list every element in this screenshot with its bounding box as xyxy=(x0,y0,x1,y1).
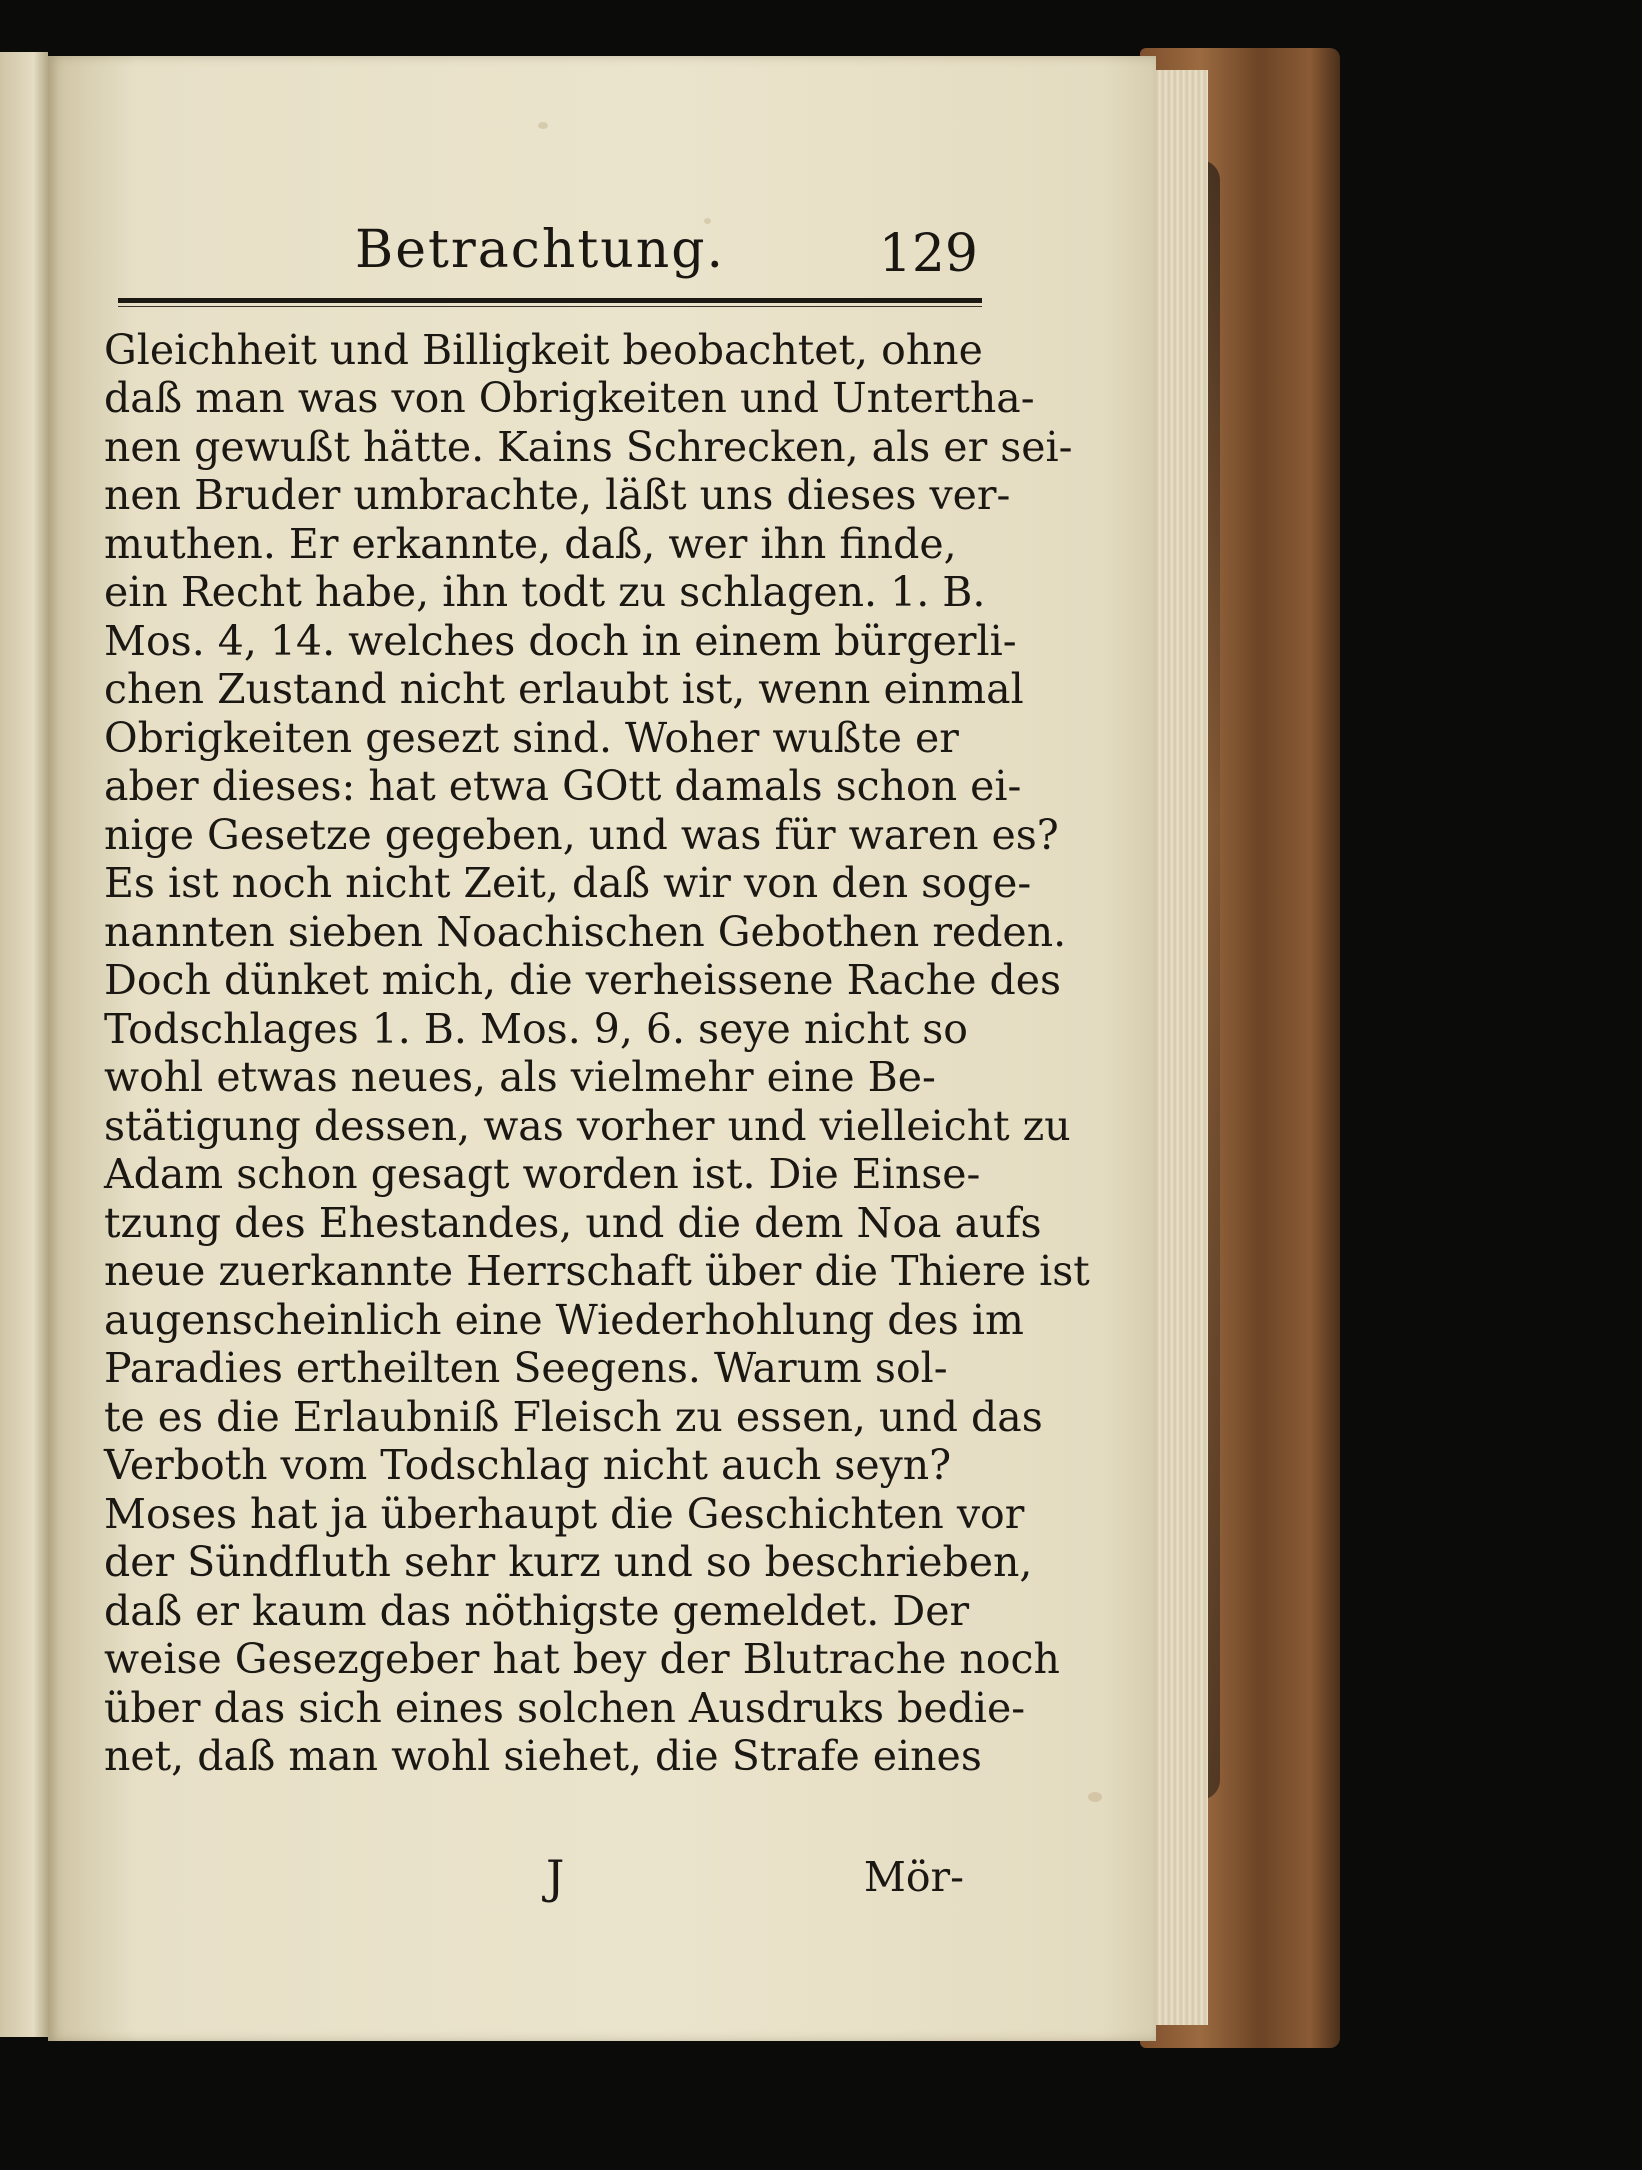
text-line: chen Zustand nicht erlaubt ist, wenn einmal xyxy=(104,665,1024,713)
text-line: neue zuerkannte Herrschaft über die Thiere ist xyxy=(104,1247,1090,1295)
text-line: tzung des Ehestandes, und die dem Noa aufs xyxy=(104,1199,1042,1247)
running-head: Betrachtung. xyxy=(355,220,726,280)
text-line: Verboth vom Todschlag nicht auch seyn? xyxy=(104,1441,952,1489)
text-line: net, daß man wohl siehet, die Strafe eines xyxy=(104,1732,982,1780)
text-line: wohl etwas neues, als vielmehr eine Be- xyxy=(104,1053,936,1101)
text-line: Paradies ertheilten Seegens. Warum sol- xyxy=(104,1344,948,1392)
text-line: nen gewußt hätte. Kains Schrecken, als er sei- xyxy=(104,423,1073,471)
text-line: aber dieses: hat etwa GOtt damals schon ei- xyxy=(104,762,1022,810)
text-line: ein Recht habe, ihn todt zu schlagen. 1. B. xyxy=(104,568,986,616)
catchword: Mör- xyxy=(863,1853,964,1901)
foxing-spot xyxy=(538,122,548,129)
text-line: Todschlages 1. B. Mos. 9, 6. seye nicht so xyxy=(104,1005,968,1053)
text-line: weise Gesezgeber hat bey der Blutrache noch xyxy=(104,1635,1060,1683)
header-rule xyxy=(118,298,982,303)
foxing-spot xyxy=(1088,1792,1102,1802)
text-line: Moses hat ja überhaupt die Geschichten vor xyxy=(104,1490,1025,1538)
text-line: Gleichheit und Billigkeit beobachtet, ohne xyxy=(104,326,983,374)
text-line: nige Gesetze gegeben, und was für waren es? xyxy=(104,811,1059,859)
text-line: Adam schon gesagt worden ist. Die Einse- xyxy=(104,1150,981,1198)
text-line: daß er kaum das nöthigste gemeldet. Der xyxy=(104,1587,970,1635)
page-number: 129 xyxy=(878,224,978,284)
facing-page-edge xyxy=(0,52,48,2037)
text-line: augenscheinlich eine Wiederhohlung des im xyxy=(104,1296,1024,1344)
text-line: nen Bruder umbrachte, läßt uns dieses ver- xyxy=(104,471,1011,519)
text-line: Obrigkeiten gesezt sind. Woher wußte er xyxy=(104,714,959,762)
text-line: nannten sieben Noachischen Gebothen reden. xyxy=(104,908,1067,956)
text-line: stätigung dessen, was vorher und vielleicht zu xyxy=(104,1102,1071,1150)
text-line: über das sich eines solchen Ausdruks bedie- xyxy=(104,1684,1026,1732)
header-rule-thin xyxy=(118,306,982,307)
text-line: Doch dünket mich, die verheissene Rache des xyxy=(104,956,1062,1004)
text-line: daß man was von Obrigkeiten und Untertha- xyxy=(104,374,1035,422)
text-line: der Sündfluth sehr kurz und so beschrieben, xyxy=(104,1538,1033,1586)
text-line: muthen. Er erkannte, daß, wer ihn finde, xyxy=(104,520,957,568)
text-line: te es die Erlaubniß Fleisch zu essen, und das xyxy=(104,1393,1043,1441)
text-line: Es ist noch nicht Zeit, daß wir von den soge- xyxy=(104,859,1032,907)
text-line: Mos. 4, 14. welches doch in einem bürgerli- xyxy=(104,617,1017,665)
signature-mark: J xyxy=(546,1850,565,1904)
